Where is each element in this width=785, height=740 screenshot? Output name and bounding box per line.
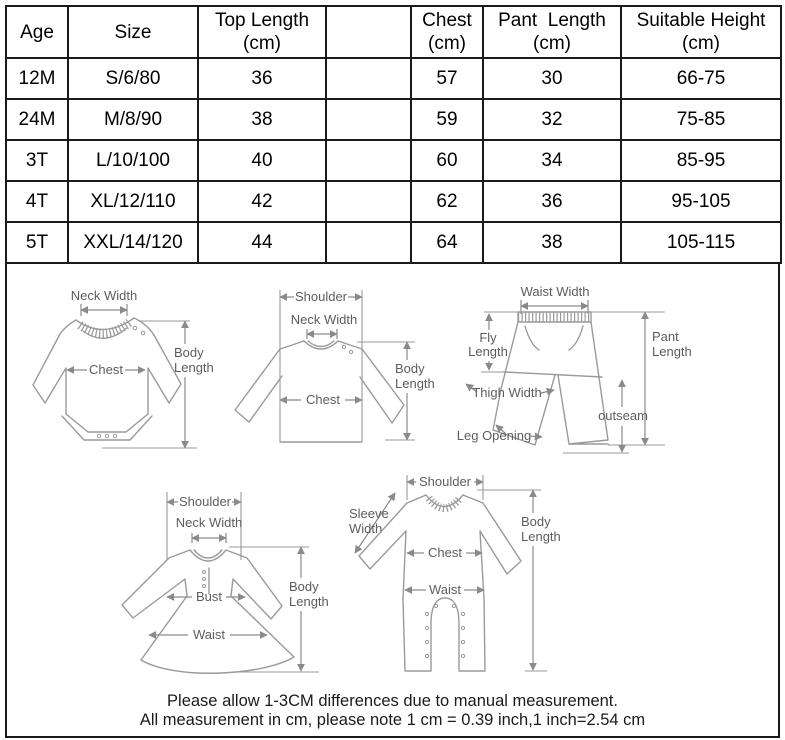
bodysuit-leg-bands	[62, 416, 152, 440]
dress-body-length-label: Body	[289, 579, 319, 594]
column-header-age: Age	[6, 6, 68, 58]
top-collar	[304, 341, 338, 349]
bodysuit-chest-label: Chest	[89, 362, 123, 377]
dress-waist-label: Waist	[192, 627, 226, 642]
table-cell: 44	[198, 222, 326, 263]
top-chest-label: Chest	[306, 392, 340, 407]
table-cell: 95-105	[621, 181, 781, 222]
dress-neckline	[190, 550, 226, 561]
table-cell	[326, 99, 411, 140]
table-cell: 36	[198, 58, 326, 99]
shorts-pant-length-label: Pant	[652, 329, 679, 344]
top-neck-width-label: Neck Width	[290, 312, 358, 327]
dress-diagram	[122, 492, 329, 673]
table-cell: 59	[411, 99, 483, 140]
romper-diagram	[349, 474, 561, 671]
table-cell: M/8/90	[68, 99, 198, 140]
measurement-diagram-panel	[5, 262, 780, 738]
measurement-note-line2: All measurement in cm, please note 1 cm = 0.39 inch,1 inch=2.54 cm	[139, 711, 646, 729]
column-header-size: Size	[68, 6, 198, 58]
table-cell	[326, 140, 411, 181]
shorts-waist-width-label: Waist Width	[520, 284, 590, 299]
romper-sleeve-width-label: Sleeve	[349, 506, 389, 521]
romper-sleeve-width-label2: Width	[349, 521, 383, 536]
column-header-chest: Chest (cm)	[411, 6, 483, 58]
shorts-pant-length-label2: Length	[652, 344, 692, 359]
table-cell: 66-75	[621, 58, 781, 99]
table-cell: 32	[483, 99, 621, 140]
table-cell: 36	[483, 181, 621, 222]
bodysuit-collar	[76, 318, 134, 338]
table-cell: 64	[411, 222, 483, 263]
table-cell: 24M	[6, 99, 68, 140]
table-cell: 34	[483, 140, 621, 181]
table-cell: XXL/14/120	[68, 222, 198, 263]
table-cell	[326, 58, 411, 99]
dress-body-length-label2: Length	[289, 594, 329, 609]
table-cell: 42	[198, 181, 326, 222]
shorts-fly-length-label2: Length	[468, 344, 508, 359]
top-diagram	[235, 289, 435, 442]
romper-body-length-label: Body	[521, 514, 551, 529]
table-row-4t	[6, 181, 781, 222]
shorts-thigh-width-label: Thigh Width	[472, 385, 542, 400]
top-body-length-label: Body	[395, 361, 425, 376]
column-header-empty	[326, 6, 411, 58]
shorts-outline	[493, 322, 608, 445]
bodysuit-body-length-label2: Length	[174, 360, 214, 375]
table-row-3t	[6, 140, 781, 181]
dress-outline	[122, 550, 294, 673]
shorts-pockets	[525, 326, 583, 350]
table-cell: 4T	[6, 181, 68, 222]
top-shoulder-label: Shoulder	[294, 289, 348, 304]
table-cell: 5T	[6, 222, 68, 263]
table-cell: S/6/80	[68, 58, 198, 99]
table-cell: 38	[483, 222, 621, 263]
table-row-5t	[6, 222, 781, 263]
shorts-fly-length-label: Fly	[479, 330, 497, 345]
table-row-24m	[6, 99, 781, 140]
table-cell: 105-115	[621, 222, 781, 263]
bodysuit-diagram	[33, 288, 214, 448]
romper-shoulder-label: Shoulder	[418, 474, 472, 489]
column-header-pant-length: Pant Length (cm)	[483, 6, 621, 58]
dress-neck-width-label: Neck Width	[175, 515, 243, 530]
table-cell	[326, 222, 411, 263]
bodysuit-neck-width-label: Neck Width	[70, 288, 138, 303]
header-row	[6, 6, 781, 58]
romper-chest-label: Chest	[428, 545, 462, 560]
measurement-diagrams	[7, 264, 778, 736]
bodysuit-body-length-label: Body	[174, 345, 204, 360]
column-header-suitable-height: Suitable Height (cm)	[621, 6, 781, 58]
shorts-leg-opening-label: Leg Opening	[456, 428, 532, 443]
table-cell: 57	[411, 58, 483, 99]
table-cell: 3T	[6, 140, 68, 181]
table-cell: XL/12/110	[68, 181, 198, 222]
table-cell: 38	[198, 99, 326, 140]
size-chart-table	[5, 5, 782, 264]
romper-waist-label: Waist	[428, 582, 462, 597]
table-cell: 40	[198, 140, 326, 181]
dress-bust-label: Bust	[195, 589, 223, 604]
table-row-12m	[6, 58, 781, 99]
table-cell: 85-95	[621, 140, 781, 181]
romper-body-length-label2: Length	[521, 529, 561, 544]
table-cell: 62	[411, 181, 483, 222]
shorts-outseam-label: outseam	[598, 408, 648, 423]
table-cell	[326, 181, 411, 222]
measurement-note-line1: Please allow 1-3CM differences due to manual measurement.	[167, 692, 618, 710]
table-cell: 60	[411, 140, 483, 181]
table-cell: 30	[483, 58, 621, 99]
table-cell: L/10/100	[68, 140, 198, 181]
column-header-top-length: Top Length (cm)	[198, 6, 326, 58]
shorts-diagram	[457, 284, 692, 453]
dress-shoulder-label: Shoulder	[178, 494, 232, 509]
table-cell: 12M	[6, 58, 68, 99]
top-body-length-label2: Length	[395, 376, 435, 391]
table-cell: 75-85	[621, 99, 781, 140]
